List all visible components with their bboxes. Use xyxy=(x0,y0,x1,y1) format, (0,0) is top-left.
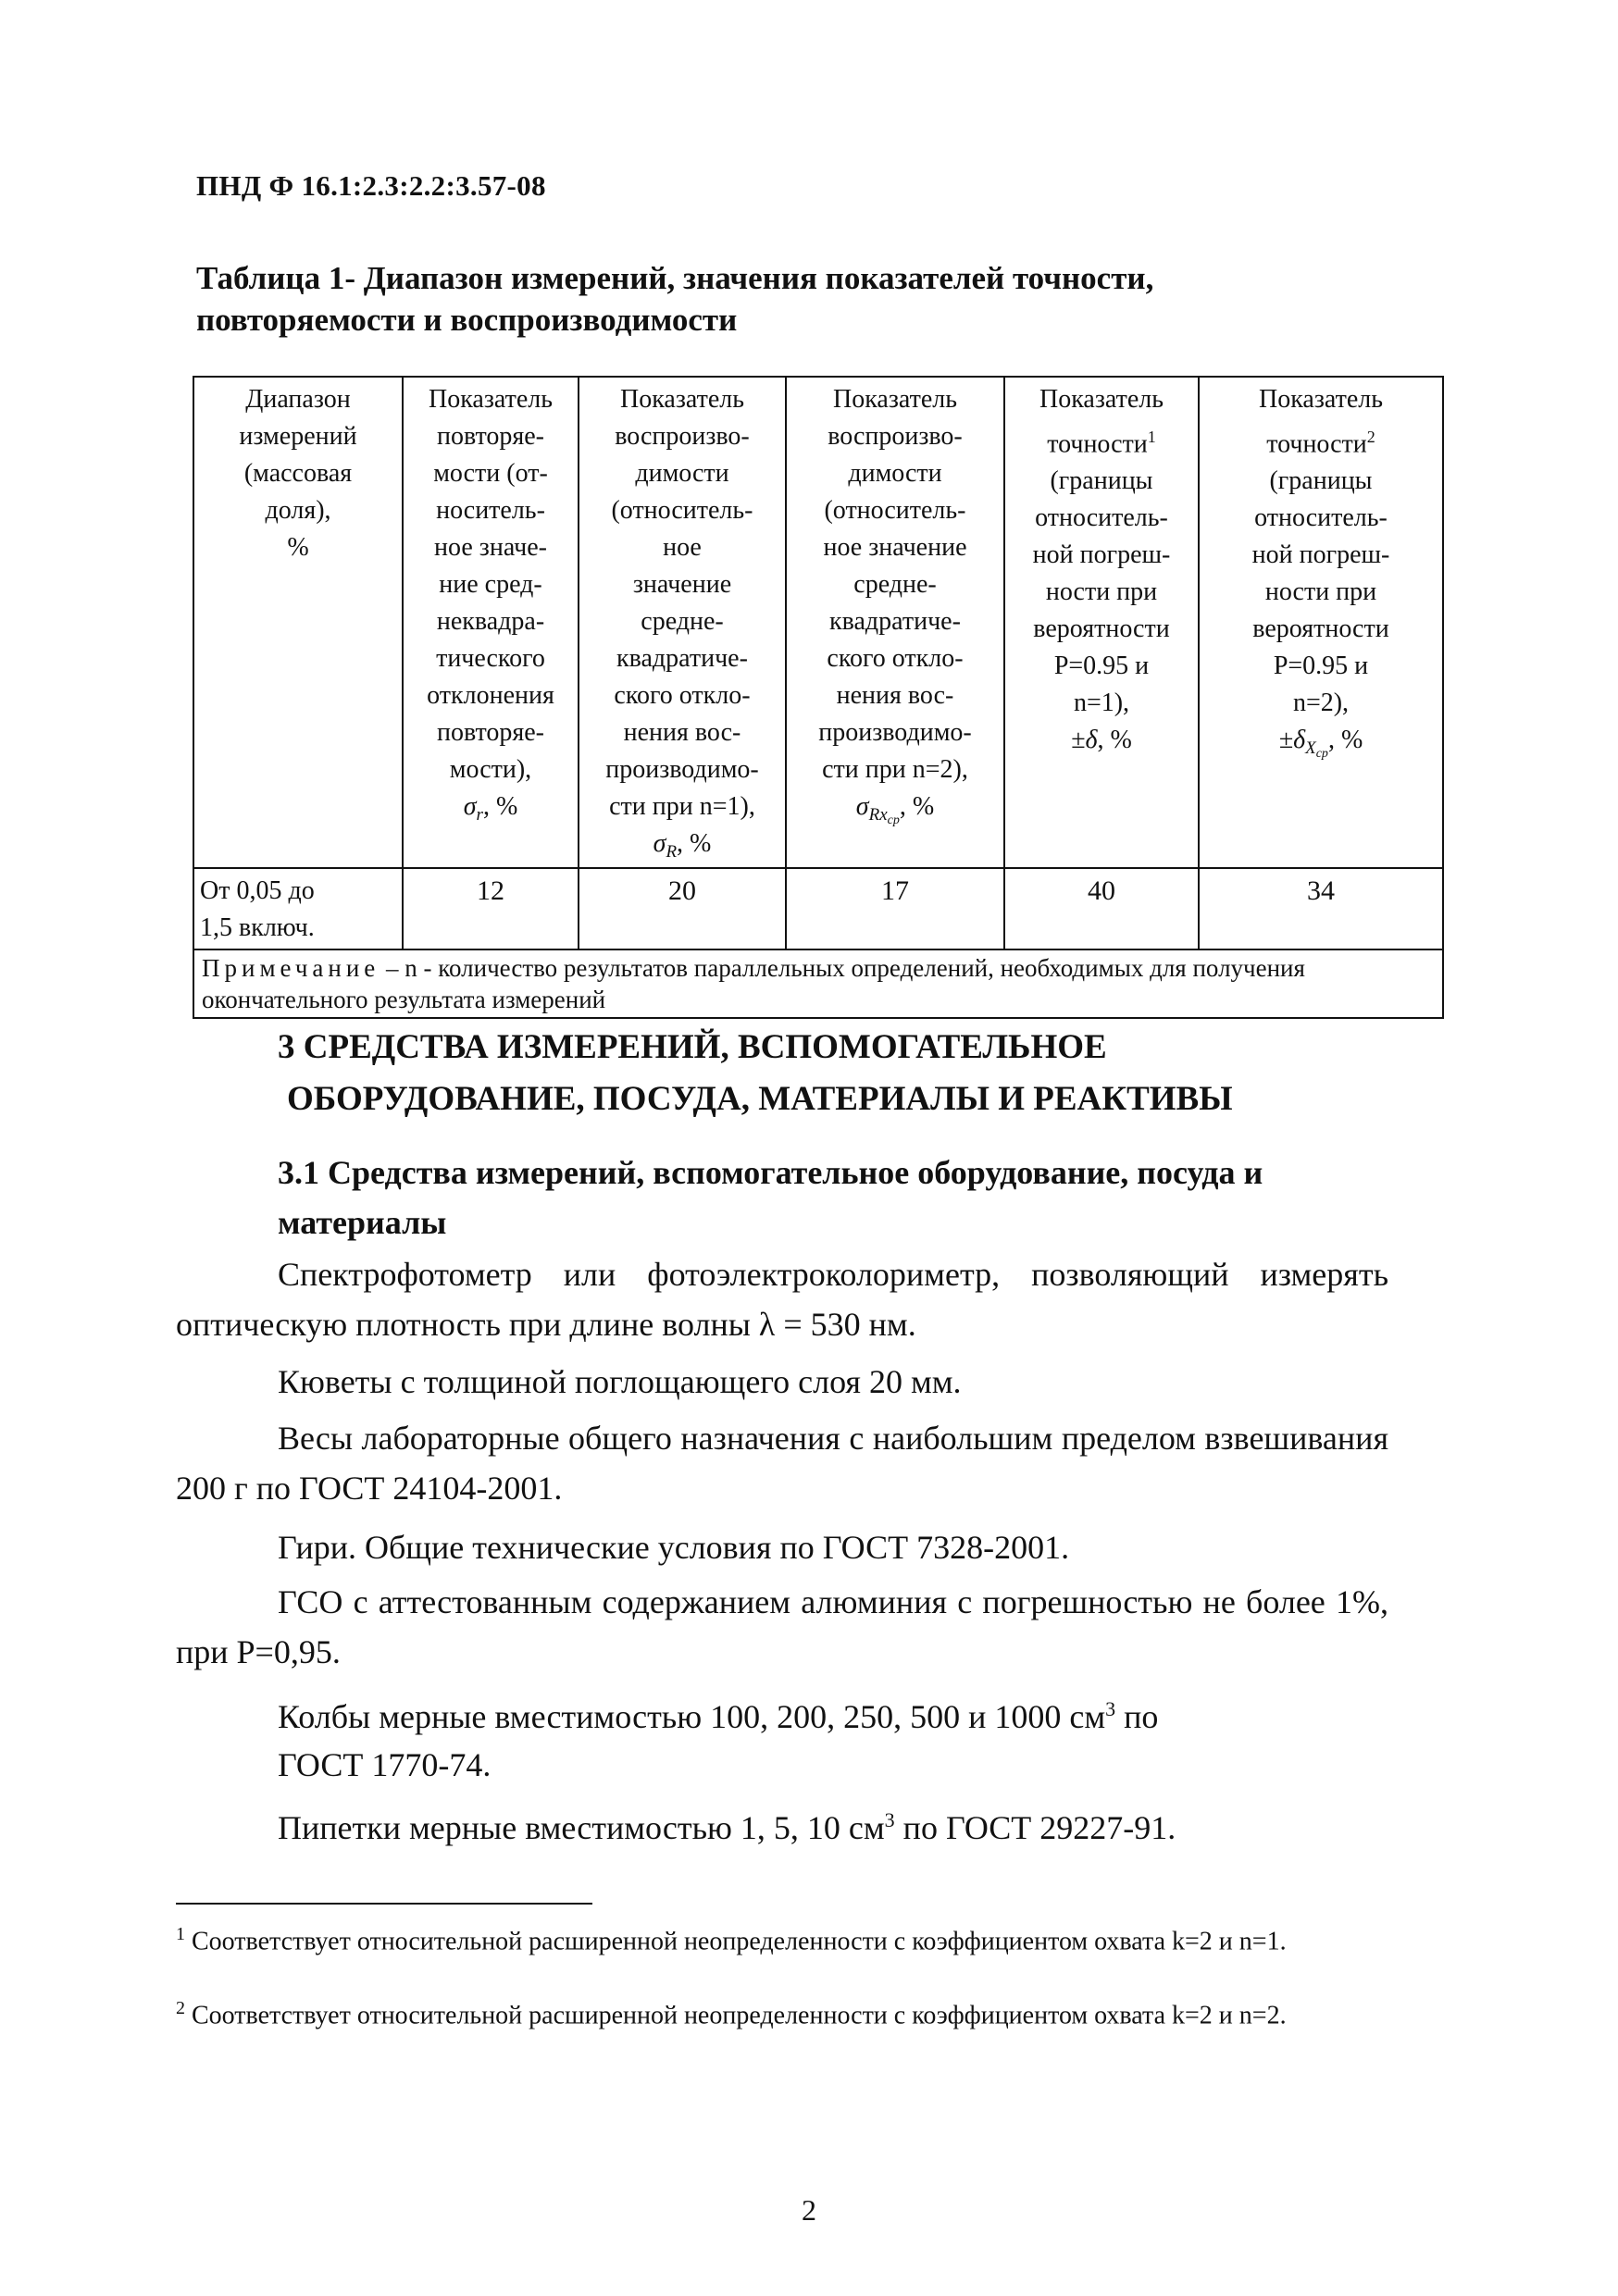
footnote-divider xyxy=(176,1903,592,1905)
header-line: (границы xyxy=(1050,466,1153,496)
header-symbol: $\pm\delta_{X_{ср}}$, % xyxy=(1278,726,1363,762)
header-line: значение xyxy=(632,570,732,599)
header-symbol: $\sigma_{Rx_{ср}}$, % xyxy=(855,792,935,827)
value-repeatability: 12 xyxy=(403,868,579,949)
value-reproducibility-n1: 20 xyxy=(579,868,786,949)
header-symbol: ±δ, % xyxy=(1071,726,1132,755)
header-line: повторяе- xyxy=(436,422,544,451)
document-code: ПНД Ф 16.1:2.3:2.2:3.57-08 xyxy=(196,169,546,202)
header-line: (границы xyxy=(1269,466,1373,496)
note-prefix: Примечание xyxy=(202,954,380,982)
header-accuracy-n2 xyxy=(1199,377,1443,868)
header-line: P=0.95 и xyxy=(1273,652,1369,681)
paragraph-weights: Гири. Общие технические условия по ГОСТ 7328-2001. xyxy=(278,1529,1070,1566)
header-line: повторяе- xyxy=(436,718,544,747)
header-line: относитель- xyxy=(1254,503,1388,533)
header-line: (массовая xyxy=(243,459,353,488)
header-line: % xyxy=(287,533,309,562)
value-accuracy-n1: 40 xyxy=(1004,868,1199,949)
header-line: n=2), xyxy=(1292,689,1350,718)
header-line: Диапазон xyxy=(245,385,351,414)
paragraph-gso: ГСО с аттестованным содержанием алюминия с погрешностью не более 1%, при P=0,95. xyxy=(176,1583,1388,1670)
header-line: средне- xyxy=(853,570,937,599)
table-caption xyxy=(196,257,1474,341)
header-line: Показатель xyxy=(1259,385,1383,414)
header-line: ности при xyxy=(1264,577,1377,607)
subsection-3-1-title: 3.1 Средства измерений, вспомогательное оборудование, посуда и материалы xyxy=(278,1154,1263,1241)
header-line: доля), xyxy=(265,496,331,525)
table-caption-line-2: повторяемости и воспроизводимости xyxy=(196,302,738,338)
header-line: ной погреш- xyxy=(1032,540,1171,570)
range-cell: От 0,05 до 1,5 включ. xyxy=(193,868,403,949)
header-line: воспроизво- xyxy=(828,422,963,451)
header-line: измерений xyxy=(239,422,357,451)
footnote-2: $^2$ Соответствует относительной расширенной неопределенности с коэффициентом охвата k=2 и n=2. xyxy=(176,1998,1287,2030)
header-line: точности$^2$ xyxy=(1266,428,1375,459)
paragraph-cuvettes: Кюветы с толщиной поглощающего слоя 20 мм. xyxy=(278,1363,962,1400)
value-reproducibility-n2: 17 xyxy=(786,868,1004,949)
note-text: – n - количество результатов параллельных определений, необходимых для получения окончательного результата измерений xyxy=(202,954,1305,1013)
header-line: нения вос- xyxy=(623,718,741,747)
header-line: Показатель xyxy=(833,385,957,414)
header-reproducibility-n1 xyxy=(579,377,786,868)
header-line: димости xyxy=(635,459,729,488)
header-line: вероятности xyxy=(1033,614,1170,644)
paragraph-flasks-gost: ГОСТ 1770-74. xyxy=(278,1746,492,1783)
header-line: ное значение xyxy=(823,533,967,562)
header-line: неквадра- xyxy=(436,607,545,636)
header-line: ского откло- xyxy=(614,681,751,710)
header-accuracy-n1 xyxy=(1004,377,1199,868)
header-line: ского откло- xyxy=(827,644,964,673)
header-line: квадратиче- xyxy=(616,644,748,673)
header-line: воспроизво- xyxy=(615,422,750,451)
header-line: Показатель xyxy=(620,385,744,414)
header-line: производимо- xyxy=(818,718,972,747)
paragraph-scales: Весы лабораторные общего назначения с наибольшим пределом взвешивания 200 г по ГОСТ 24104-2001. xyxy=(176,1420,1388,1507)
table-row xyxy=(193,868,1443,949)
header-line: относитель- xyxy=(1035,503,1168,533)
header-line: вероятности xyxy=(1252,614,1389,644)
table-caption-line-1: Таблица 1- Диапазон измерений, значения показателей точности, xyxy=(196,260,1154,296)
table-note xyxy=(193,949,1443,1018)
header-line: производимо- xyxy=(605,755,759,784)
header-line: (относитель- xyxy=(824,496,966,525)
header-line: нения вос- xyxy=(836,681,954,710)
table-1 xyxy=(193,376,1444,1019)
header-line: мости), xyxy=(449,755,532,784)
header-range xyxy=(193,377,403,868)
paragraph-spectrophotometer: Спектрофотометр или фотоэлектроколориметр, позволяющий измерять оптическую плотность при длине волны λ = 530 нм. xyxy=(176,1256,1388,1343)
header-line: ние сред- xyxy=(439,570,542,599)
header-line: мости (от- xyxy=(433,459,548,488)
header-line: носитель- xyxy=(436,496,545,525)
header-reproducibility-n2 xyxy=(786,377,1004,868)
header-line: димости xyxy=(848,459,942,488)
table-note-row xyxy=(193,949,1443,1018)
header-symbol: $\sigma_r$, % xyxy=(463,792,518,825)
header-line: тического xyxy=(436,644,545,673)
table-header-row xyxy=(193,377,1443,868)
footnote-1: $^1$ Соответствует относительной расширенной неопределенности с коэффициентом охвата k=2 и n=1. xyxy=(176,1924,1287,1956)
header-line: сти при n=2), xyxy=(822,755,968,784)
header-line: квадратиче- xyxy=(829,607,961,636)
header-symbol: $\sigma_R$, % xyxy=(653,829,712,862)
header-line: ности при xyxy=(1045,577,1158,607)
header-line: ной погреш- xyxy=(1251,540,1390,570)
paragraph-pipettes: Пипетки мерные вместимостью 1, 5, 10 $см^3$ по ГОСТ 29227-91. xyxy=(278,1808,1176,1846)
header-line: сти при n=1), xyxy=(609,792,755,821)
section-3-title: 3 СРЕДСТВА ИЗМЕРЕНИЙ, ВСПОМОГАТЕЛЬНОЕ ОБОРУДОВАНИЕ, ПОСУДА, МАТЕРИАЛЫ И РЕАКТИВЫ xyxy=(278,1028,1233,1118)
header-line: P=0.95 и xyxy=(1053,652,1150,681)
header-line: n=1), xyxy=(1073,689,1130,718)
header-line: точности$^1$ xyxy=(1047,428,1156,459)
header-line: отклонения xyxy=(427,681,554,710)
header-line: (относитель- xyxy=(611,496,753,525)
header-line: средне- xyxy=(641,607,724,636)
page-number: 2 xyxy=(802,2193,816,2227)
header-line: Показатель xyxy=(429,385,553,414)
header-line: ное значе- xyxy=(434,533,547,562)
header-line: ное xyxy=(663,533,702,562)
value-accuracy-n2: 34 xyxy=(1199,868,1443,949)
header-line: Показатель xyxy=(1039,385,1164,414)
paragraph-flasks: Колбы мерные вместимостью 100, 200, 250, 500 и 1000 $см^3$ по xyxy=(278,1697,1159,1735)
header-repeatability xyxy=(403,377,579,868)
